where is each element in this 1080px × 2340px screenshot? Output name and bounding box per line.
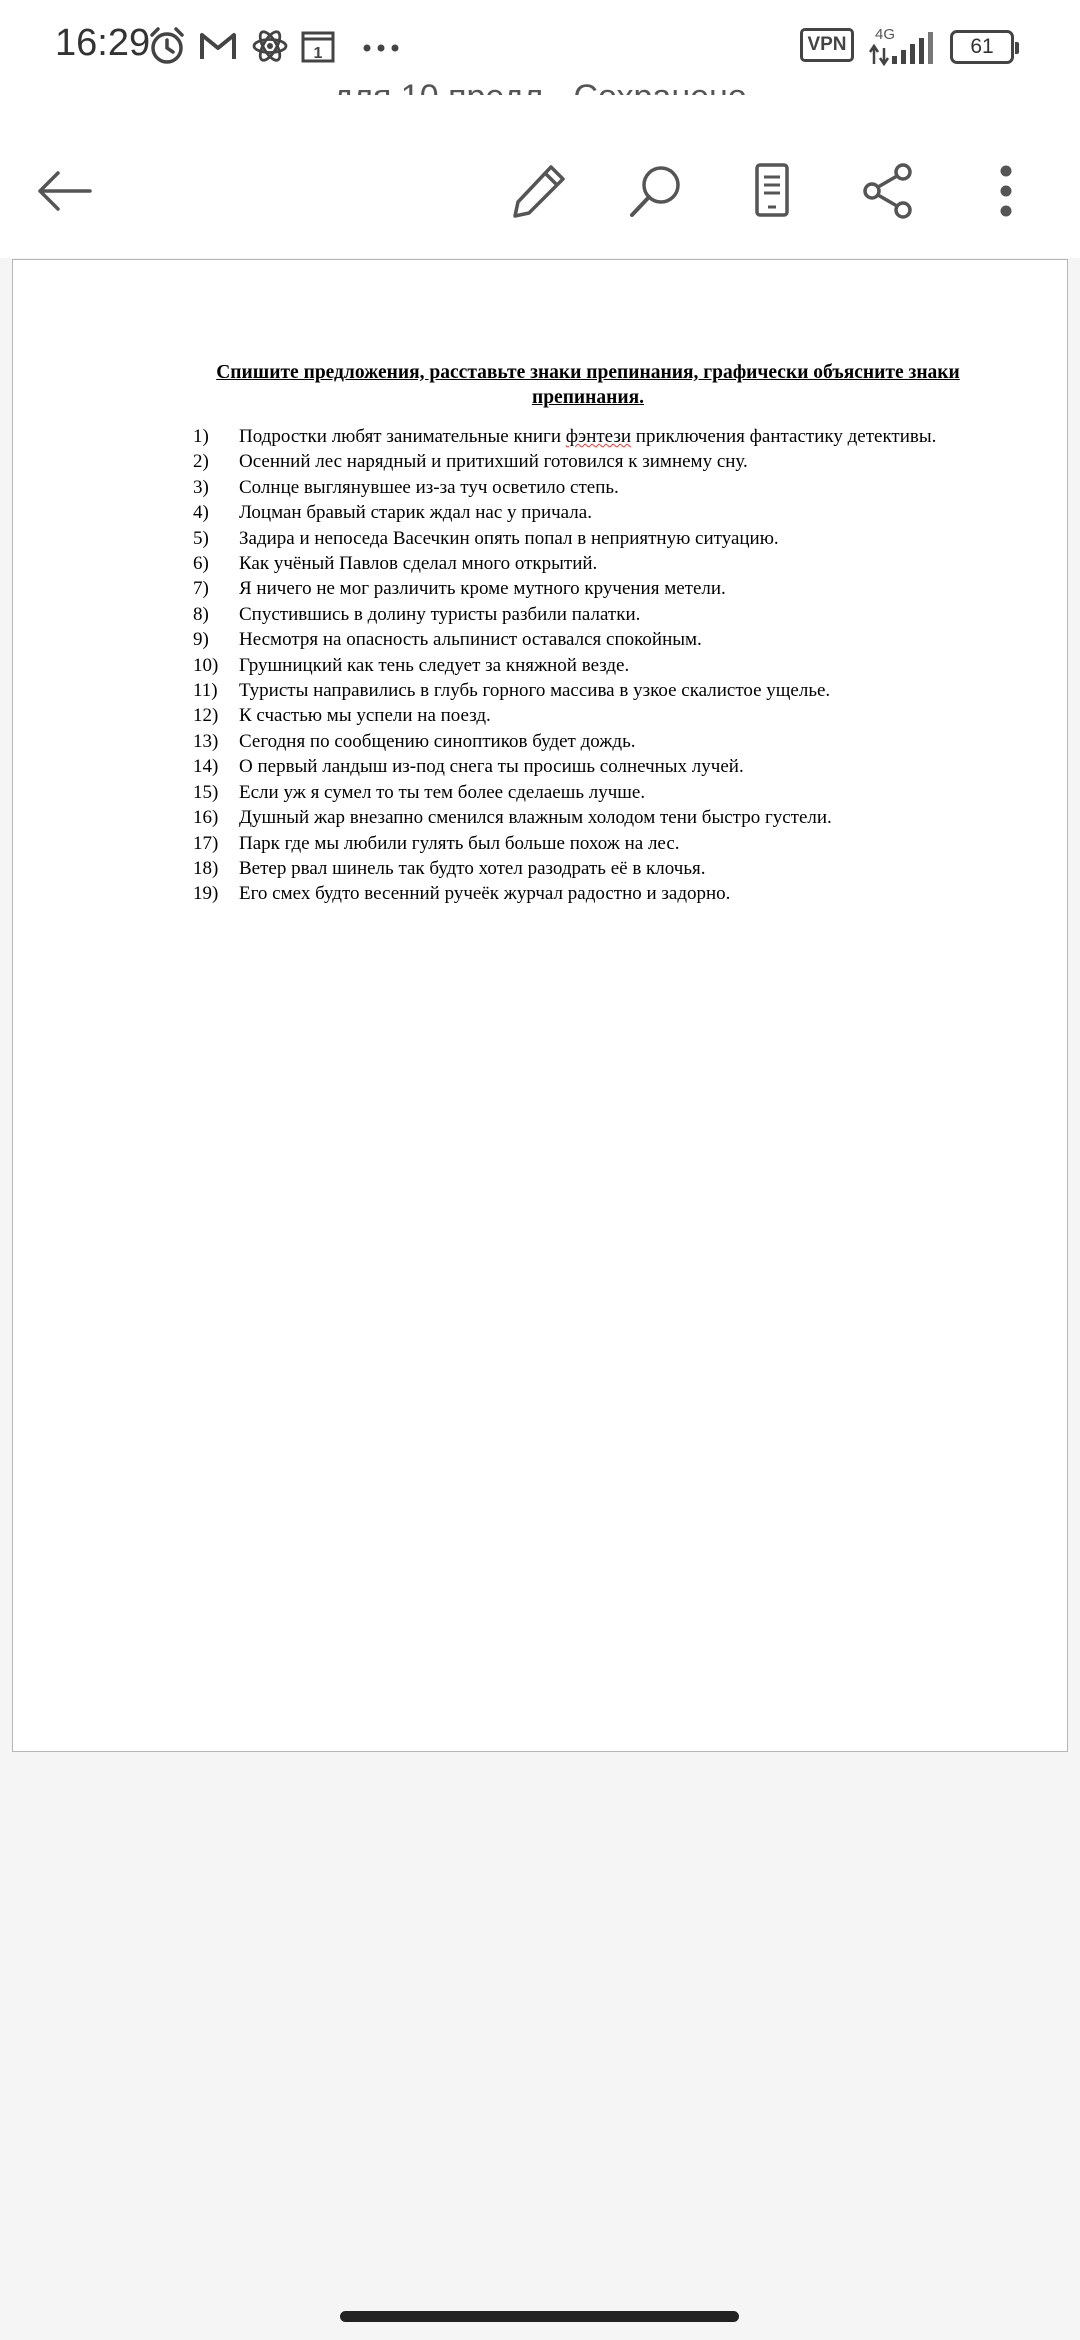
list-item (193, 627, 993, 652)
item-text: К счастью мы успели на поезд. (239, 705, 491, 727)
item-text: Осенний лес нарядный и притихший готовился к зимнему сну. (239, 451, 748, 473)
sentence-list (193, 424, 993, 907)
item-number: 11) (193, 680, 218, 702)
alarm-icon (148, 26, 186, 71)
item-number: 17) (193, 832, 219, 854)
item-text-part: приключения фантастику детективы. (631, 426, 937, 447)
list-item (193, 602, 993, 627)
item-text: Солнце выглянувшее из-за туч осветило степь. (239, 476, 619, 498)
item-text: Парк где мы любили гулять был больше похож на лес. (239, 832, 680, 854)
list-item (193, 475, 993, 500)
item-number: 15) (193, 781, 219, 803)
heading-line-2: препинания. (531, 387, 645, 408)
toolbar (0, 95, 1080, 258)
list-item (193, 703, 993, 728)
list-item (193, 881, 993, 906)
gmail-icon (199, 30, 237, 67)
calendar-icon (300, 28, 336, 69)
item-number: 12) (193, 705, 219, 727)
list-item (193, 424, 993, 449)
item-number: 7) (193, 578, 209, 600)
item-text: Спустившись в долину туристы разбили палатки. (239, 603, 641, 625)
document-page[interactable] (12, 259, 1068, 1752)
share-icon (860, 161, 916, 221)
spellcheck-word: фэнтези (565, 426, 632, 447)
list-item (193, 678, 993, 703)
more-options-button[interactable] (970, 155, 1042, 227)
list-item (193, 653, 993, 678)
react-icon (251, 26, 289, 71)
item-number: 1) (193, 426, 209, 447)
list-item (193, 576, 993, 601)
reading-mode-button[interactable] (736, 155, 808, 227)
item-number: 10) (193, 654, 219, 676)
item-number: 18) (193, 857, 219, 879)
item-text: Его смех будто весенний ручеёк журчал радостно и задорно. (239, 883, 731, 905)
gesture-navigation-bar[interactable] (340, 2311, 739, 2322)
list-item (193, 780, 993, 805)
item-number: 2) (193, 451, 209, 473)
item-text: Если уж я сумел то ты тем более сделаешь лучше. (239, 781, 646, 803)
item-number: 19) (193, 883, 219, 905)
item-number: 5) (193, 527, 209, 549)
item-number: 6) (193, 553, 209, 575)
item-text: Сегодня по сообщению синоптиков будет дождь. (239, 730, 636, 752)
search-icon (626, 161, 686, 221)
share-button[interactable] (852, 155, 924, 227)
item-text: Я ничего не мог различить кроме мутного кручения метели. (239, 578, 726, 600)
more-notifications-icon (362, 40, 402, 58)
network-type: 4G (875, 26, 896, 43)
item-number: 8) (193, 603, 209, 625)
item-text: Как учёный Павлов сделал много открытий. (239, 553, 598, 575)
item-number: 16) (193, 807, 219, 829)
more-vert-icon (996, 161, 1016, 221)
item-text: Туристы направились в глубь горного массива в узкое скалистое ущелье. (239, 680, 831, 702)
edit-button[interactable] (503, 155, 575, 227)
item-number: 4) (193, 502, 209, 524)
back-button[interactable] (28, 155, 100, 227)
item-text: Ветер рвал шинель так будто хотел разодрать её в клочья. (239, 857, 706, 879)
item-number: 9) (193, 629, 209, 651)
calendar-day: 1 (313, 45, 323, 62)
list-item (193, 449, 993, 474)
list-item (193, 551, 993, 576)
heading-line-1: Спишите предложения, расставьте знаки препинания, графически объясните знаки (216, 362, 960, 383)
item-text: Грушницкий как тень следует за княжной везде. (239, 654, 630, 676)
item-text-part: Подростки любят занимательные книги (239, 426, 566, 447)
search-button[interactable] (620, 155, 692, 227)
list-item (193, 500, 993, 525)
battery-indicator: 61 (950, 30, 1014, 64)
item-text: Лоцман бравый старик ждал нас у причала. (239, 502, 592, 524)
list-item (193, 805, 993, 830)
edit-pencil-icon (509, 161, 569, 221)
back-arrow-icon (34, 169, 94, 213)
reading-mode-icon (750, 161, 794, 221)
item-number: 14) (193, 756, 219, 778)
item-text: Задира и непоседа Васечкин опять попал в неприятную ситуацию. (239, 527, 779, 549)
vpn-badge: VPN (800, 28, 854, 62)
status-time: 16:29 (55, 22, 151, 64)
item-number: 3) (193, 476, 209, 498)
list-item (193, 754, 993, 779)
list-item (193, 856, 993, 881)
signal-icon (866, 30, 936, 71)
document-heading (168, 360, 1008, 410)
list-item (193, 831, 993, 856)
list-item (193, 526, 993, 551)
list-item (193, 729, 993, 754)
item-number: 13) (193, 730, 219, 752)
item-text: О первый ландыш из-под снега ты просишь солнечных лучей. (239, 756, 744, 778)
item-text: Несмотря на опасность альпинист оставался спокойным. (239, 629, 702, 651)
item-text: Душный жар внезапно сменился влажным холодом тени быстро густели. (239, 807, 832, 829)
